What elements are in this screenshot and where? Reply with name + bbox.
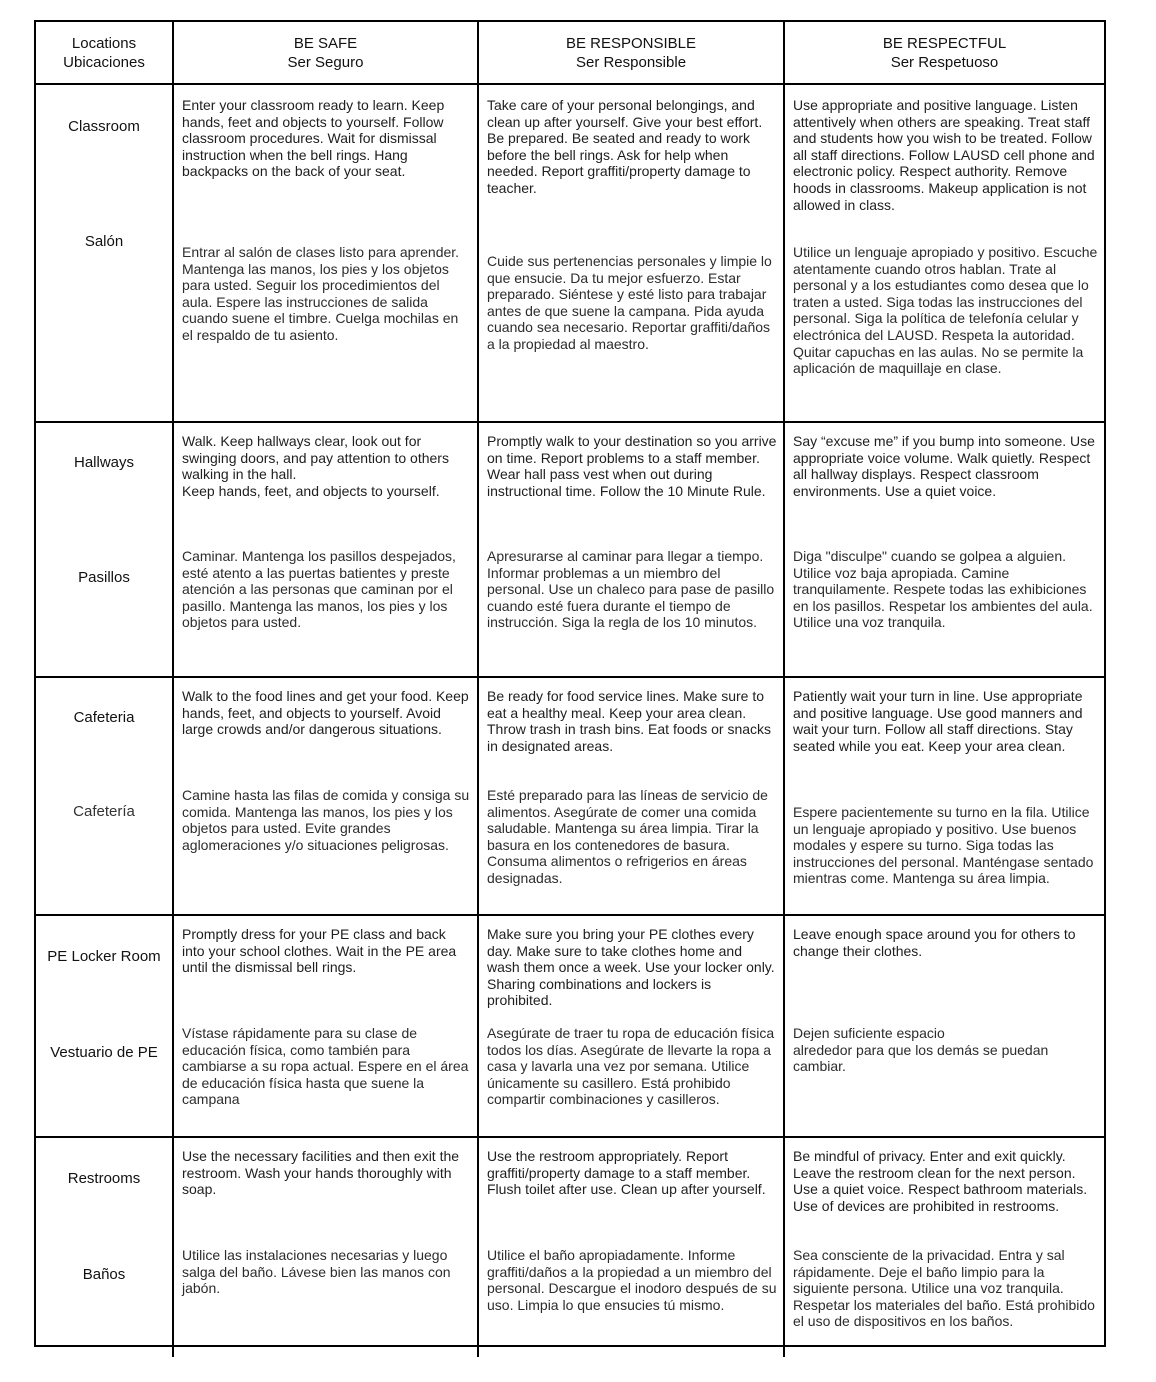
header-be-safe <box>172 22 477 83</box>
be-responsible-cell <box>477 1138 783 1357</box>
location-label-en: Cafeteria <box>73 709 135 726</box>
header-locations <box>36 22 172 83</box>
rule-text-en: Patiently wait your turn in line. Use appropriate and positive language. Use good manners and wait your turn. Follow all staff directions. Stay seated while you eat. Keep your area clean. <box>793 688 1083 754</box>
be-respectful-cell <box>783 1138 1104 1357</box>
header-respectful-es: Ser Respetuoso <box>890 53 999 71</box>
rule-text-es: Entrar al salón de clases listo para aprender. Mantenga las manos, los pies y los objetos para usted. Seguir los procedimientos del aula. Espere las instrucciones de salida cuando suene el timbre. Cuelga mochilas en el respaldo de tu asiento. <box>182 244 460 343</box>
rule-text-es: Asegúrate de traer tu ropa de educación física todos los días. Asegúrate de llevarte la ropa a casa y lavarla una vez por semana. Utilice únicamente su casillero. Está prohibido compartir combinaciones y casilleros. <box>487 1025 775 1108</box>
location-label-es: Pasillos <box>78 569 130 586</box>
rule-text-es: Utilice el baño apropiadamente. Informe graffiti/daños a la propiedad a un miembro del personal. Descargue el inodoro después de su uso. Limpia lo que ensucies tú mismo. <box>487 1247 777 1313</box>
table-header-row <box>36 22 1104 85</box>
be-respectful-cell <box>783 678 1104 914</box>
be-safe-cell <box>172 678 477 914</box>
rule-text-en: Enter your classroom ready to learn. Keep hands, feet and objects to yourself. Follow classroom procedures. Wait for dismissal instruction when the bell rings. Hang backpacks on the back of your seat. <box>182 97 445 180</box>
be-safe-cell <box>172 85 477 421</box>
rule-text-en: Promptly walk to your destination so you arrive on time. Report problems to a staff member. Wear hall pass vest when out during instructional time. Follow the 10 Minute Rule. <box>487 433 777 499</box>
rule-text-es: Espere pacientemente su turno en la fila. Utilice un lenguaje apropiado y positivo. Use buenos modales y espere su turno. Siga todas las instrucciones del personal. Manténgase sentado mientras come. Mantenga su área limpia. <box>793 804 1094 887</box>
location-cell <box>36 1138 172 1357</box>
rule-text-es: Dejen suficiente espacio alrededor para que los demás se puedan cambiar. <box>793 1025 1049 1075</box>
location-label-en: Restrooms <box>67 1170 141 1187</box>
rule-text-en: Promptly dress for your PE class and back into your school clothes. Wait in the PE area until the dismissal bell rings. <box>182 926 457 976</box>
location-label-es: Salón <box>84 233 124 250</box>
rule-text-en: Make sure you bring your PE clothes every day. Make sure to take clothes home and wash them once a week. Use your locker only. Sharing combinations and lockers is prohibited. <box>487 926 775 1009</box>
rule-text-en: Leave enough space around you for others to change their clothes. <box>793 926 1076 959</box>
rule-text-en: Say “excuse me” if you bump into someone. Use appropriate voice volume. Walk quietly. Respect all hallway displays. Respect classroom environments. Use a quiet voice. <box>793 433 1095 499</box>
location-label-en: Classroom <box>68 118 140 135</box>
be-responsible-cell <box>477 423 783 676</box>
be-responsible-cell <box>477 916 783 1136</box>
rule-text-es: Cuide sus pertenencias personales y limpie lo que ensucie. Da tu mejor esfuerzo. Estar preparado. Siéntese y esté listo para trabajar antes de que suene la campana. Pida ayuda cuando sea necesario. Reportar graffiti/daños a la propiedad al maestro. <box>487 253 772 352</box>
table-row-classroom <box>36 85 1104 423</box>
table-row-restrooms <box>36 1138 1104 1357</box>
rule-text-es: Utilice un lenguaje apropiado y positivo. Escuche atentamente cuando otros hablan. Trate al personal y a los estudiantes como desea que lo traten a usted. Siga todas las instrucciones del personal. Siga la política de telefonía celular y electrónica del LAUSD. Respeta la autoridad. Quitar capuchas en las aulas. No se permite la aplicación de maquillaje en clase. <box>793 244 1098 377</box>
be-safe-cell <box>172 1138 477 1357</box>
location-label-en: PE Locker Room <box>47 948 161 965</box>
table-row-pe-locker-room <box>36 916 1104 1138</box>
location-label-en: Hallways <box>73 454 134 471</box>
rule-text-en: Be mindful of privacy. Enter and exit quickly. Leave the restroom clean for the next person. Use a quiet voice. Respect bathroom materials. Use of devices are prohibited in restrooms. <box>793 1148 1088 1214</box>
rule-text-es: Esté preparado para las líneas de servicio de alimentos. Asegúrate de comer una comida saludable. Mantenga su área limpia. Tirar la basura en los contenedores de basura. Consuma alimentos o refrigerios en áreas designadas. <box>487 787 768 886</box>
rule-text-en: Use appropriate and positive language. Listen attentively when others are speaking. Treat staff and students how you wish to be treated. Follow all staff directions. Follow LAUSD cell phone and electronic policy. Respect authority. Remove hoods in classrooms. Makeup application is not allowed in class. <box>793 97 1095 213</box>
header-responsible-en: BE RESPONSIBLE <box>565 34 697 52</box>
header-safe-en: BE SAFE <box>293 34 358 52</box>
location-cell <box>36 85 172 421</box>
rule-text-es: Apresurarse al caminar para llegar a tiempo. Informar problemas a un miembro del personal. Use un chaleco para pase de pasillo cuando esté fuera durante el tiempo de instrucción. Siga la regla de los 10 minutos. <box>487 548 775 631</box>
be-respectful-cell <box>783 423 1104 676</box>
location-cell <box>36 916 172 1136</box>
location-label-es: Vestuario de PE <box>50 1044 158 1061</box>
be-responsible-cell <box>477 85 783 421</box>
location-cell <box>36 423 172 676</box>
rule-text-en: Be ready for food service lines. Make sure to eat a healthy meal. Keep your area clean. Throw trash in trash bins. Eat foods or snacks in designated areas. <box>487 688 772 754</box>
rule-text-en: Walk. Keep hallways clear, look out for swinging doors, and pay attention to others walking in the hall. Keep hands, feet, and objects to yourself. <box>182 433 449 499</box>
header-locations-en: Locations <box>71 34 137 52</box>
expectations-matrix <box>34 20 1106 1347</box>
rule-text-en: Take care of your personal belongings, and clean up after yourself. Give your best effort. Be prepared. Be seated and ready to work before the bell rings. Ask for help when needed. Report graffiti/property damage to teacher. <box>487 97 763 196</box>
rule-text-es: Camine hasta las filas de comida y consiga su comida. Mantenga las manos, los pies y los objetos para usted. Evite grandes aglomeraciones y/o situaciones peligrosas. <box>182 787 470 853</box>
rule-text-es: Caminar. Mantenga los pasillos despejados, esté atento a las puertas batientes y preste atención a las personas que caminan por el pasillo. Mantenga las manos, los pies y los objetos para usted. <box>182 548 456 631</box>
be-safe-cell <box>172 916 477 1136</box>
location-label-es: Cafetería <box>73 803 135 820</box>
be-respectful-cell <box>783 916 1104 1136</box>
be-safe-cell <box>172 423 477 676</box>
be-respectful-cell <box>783 85 1104 421</box>
rule-text-es: Utilice las instalaciones necesarias y luego salga del baño. Lávese bien las manos con jabón. <box>182 1247 451 1297</box>
header-locations-es: Ubicaciones <box>63 53 145 71</box>
header-respectful-en: BE RESPECTFUL <box>882 34 1007 52</box>
rule-text-en: Use the restroom appropriately. Report graffiti/property damage to a staff member. Flush toilet after use. Clean up after yourself. <box>487 1148 766 1198</box>
location-label-es: Baños <box>82 1266 126 1283</box>
rule-text-en: Walk to the food lines and get your food. Keep hands, feet, and objects to yourself. Avoid large crowds and/or dangerous situations. <box>182 688 469 738</box>
rule-text-es: Sea consciente de la privacidad. Entra y sal rápidamente. Deje el baño limpio para la siguiente persona. Utilice una voz tranquila. Respetar los materiales del baño. Está prohibido el uso de dispositivos en los baños. <box>793 1247 1095 1330</box>
rule-text-es: Diga "disculpe" cuando se golpea a alguien. Utilice voz baja apropiada. Camine tranquilamente. Respete todas las exhibiciones en los pasillos. Respetar los ambientes del aula. Utilice una voz tranquila. <box>793 548 1093 631</box>
rule-text-en: Use the necessary facilities and then exit the restroom. Wash your hands thoroughly with soap. <box>182 1148 460 1198</box>
be-responsible-cell <box>477 678 783 914</box>
header-responsible-es: Ser Responsible <box>575 53 687 71</box>
location-cell <box>36 678 172 914</box>
rule-text-es: Vístase rápidamente para su clase de educación física, como también para cambiarse a su ropa actual. Espere en el área de educación física hasta que suene la campana <box>182 1025 469 1108</box>
header-safe-es: Ser Seguro <box>287 53 364 71</box>
table-row-hallways <box>36 423 1104 678</box>
header-be-responsible <box>477 22 783 83</box>
table-row-cafeteria <box>36 678 1104 916</box>
header-be-respectful <box>783 22 1104 83</box>
